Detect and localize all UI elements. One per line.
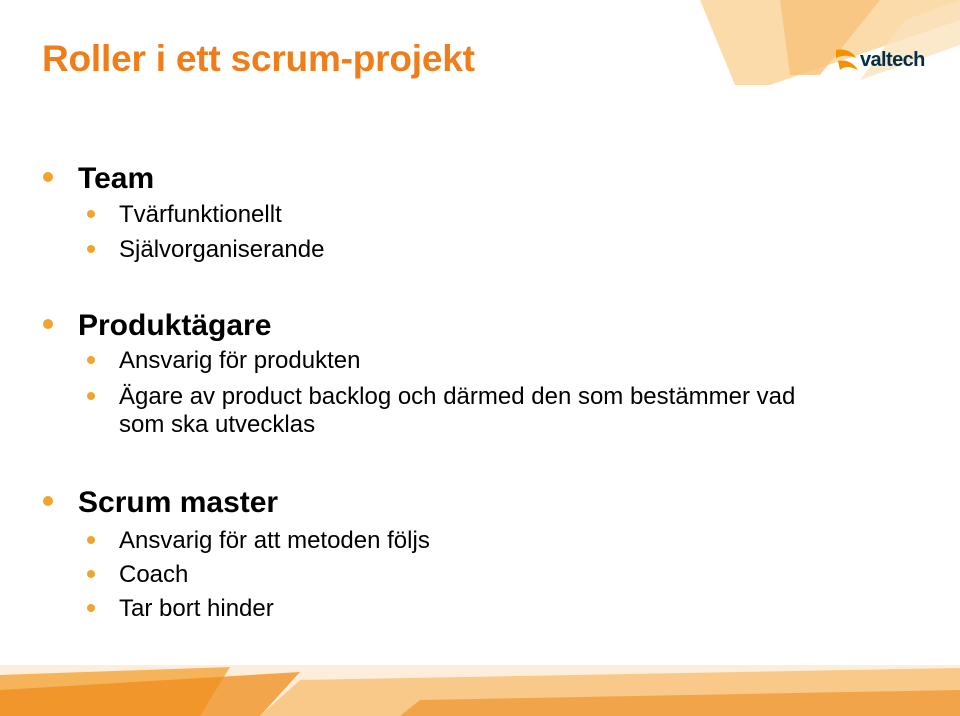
list-item: Ägare av product backlog och därmed den som bestämmer vad [119, 383, 796, 410]
list-item: Tvärfunktionellt [119, 201, 282, 228]
list-item-continuation: som ska utvecklas [119, 411, 316, 438]
sub-bullet-icon [87, 570, 95, 578]
sub-bullet-icon [87, 536, 95, 544]
logo-text: valtech [860, 49, 925, 71]
sub-bullet-icon [87, 245, 95, 253]
slide-title: Roller i ett scrum-projekt [42, 38, 475, 79]
sub-bullet-icon [87, 210, 95, 218]
sub-bullet-icon [87, 604, 95, 612]
list-item: Ansvarig för att metoden följs [119, 527, 430, 554]
section-heading-team: Team [78, 162, 155, 195]
bullet-icon [43, 172, 53, 182]
list-item: Tar bort hinder [119, 595, 274, 622]
section-heading-scrum-master: Scrum master [78, 486, 279, 519]
sub-bullet-icon [87, 356, 95, 364]
list-item: Coach [119, 561, 189, 588]
sub-bullet-icon [87, 392, 95, 400]
list-item: Ansvarig för produkten [119, 347, 361, 374]
list-item: Självorganiserande [119, 236, 325, 263]
bullet-icon [43, 496, 53, 506]
section-heading-produktagare: Produktägare [78, 309, 272, 342]
bullet-icon [43, 319, 53, 329]
